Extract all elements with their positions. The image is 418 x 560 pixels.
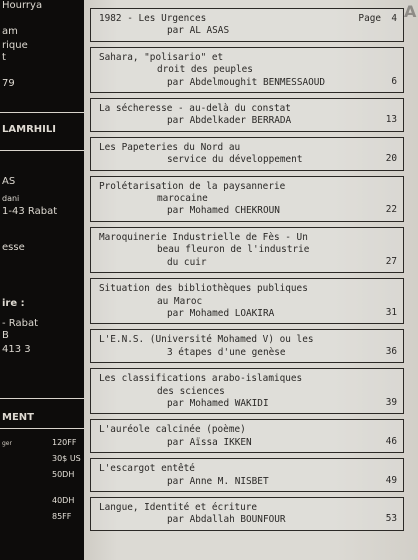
entry-subline: par Mohamed LOAKIRA <box>167 307 275 319</box>
price-value: 50DH <box>52 470 75 479</box>
masthead-line: am <box>2 26 18 37</box>
toc-entry <box>90 227 404 273</box>
divider <box>0 398 84 399</box>
toc-entry <box>90 497 404 531</box>
entry-subline: par Anne M. NISBET <box>167 475 269 487</box>
toc-entry <box>90 8 404 42</box>
masthead-line: t <box>2 52 6 63</box>
page-number: 20 <box>385 153 397 165</box>
entry-title: Langue, Identité et écriture <box>99 501 258 513</box>
entry-title: Les classifications arabo-islamiques <box>99 373 303 385</box>
masthead-line: AS <box>2 176 16 187</box>
toc-entry <box>90 368 404 414</box>
masthead-line: Hourrya <box>2 0 43 11</box>
page-number: 22 <box>385 204 397 216</box>
price-value: 120FF <box>52 438 77 447</box>
page-number: 4 <box>391 13 397 24</box>
price-label: ger <box>2 440 12 447</box>
entry-title: Maroquinerie Industrielle de Fès - Un <box>99 231 308 243</box>
entry-subline: par Abdelkader BERRADA <box>167 115 292 127</box>
corner-letter: A <box>404 2 417 21</box>
entry-subline: par Aïssa IKKEN <box>167 436 252 448</box>
masthead-line: esse <box>2 242 25 253</box>
entry-subline: par Mohamed WAKIDI <box>167 397 269 409</box>
masthead-line: - Rabat <box>2 318 39 329</box>
masthead-line: MENT <box>2 412 34 423</box>
entry-subline: par Abdallah BOUNFOUR <box>167 514 286 526</box>
page-number: 49 <box>385 474 397 486</box>
toc-entry <box>90 137 404 171</box>
toc-entry <box>90 419 404 453</box>
divider <box>0 428 84 429</box>
entry-title: 1982 - Les Urgences <box>99 13 207 24</box>
entry-subline: par Mohamed CHEKROUN <box>167 205 280 217</box>
page-number: 27 <box>385 255 397 267</box>
entry-subline: droit des peuples <box>157 64 253 76</box>
masthead-line: 79 <box>2 78 15 89</box>
entry-subline: beau fleuron de l'industrie <box>157 244 310 256</box>
page-number: 13 <box>385 114 397 126</box>
page-number: 6 <box>391 75 397 87</box>
toc-entry <box>90 176 404 222</box>
masthead-line: LAMRHILI <box>2 124 56 135</box>
masthead-line: 1-43 Rabat <box>2 206 58 217</box>
price-value: 30$ US <box>52 454 81 463</box>
price-value: 40DH <box>52 496 75 505</box>
page-column-label: Page <box>358 13 381 24</box>
toc-entry <box>90 98 404 132</box>
entry-title: Sahara, "polisario" et <box>99 51 224 63</box>
page-number: 46 <box>385 435 397 447</box>
entry-title: Les Papeteries du Nord au <box>99 141 241 153</box>
entry-subline: du cuir <box>167 256 207 268</box>
entry-title: Prolétarisation de la paysannerie <box>99 180 286 192</box>
entry-subline: des sciences <box>157 385 225 397</box>
divider <box>0 112 84 113</box>
entry-subline: au Maroc <box>157 295 203 307</box>
entry-title: L'E.N.S. (Université Mohamed V) ou les <box>99 334 314 346</box>
toc-entry <box>90 47 404 93</box>
entry-title: Situation des bibliothèques publiques <box>99 283 308 295</box>
toc-entry <box>90 278 404 324</box>
divider <box>0 150 84 151</box>
entry-subline: marocaine <box>157 193 208 205</box>
contents-page <box>84 0 418 560</box>
masthead-line: 413 3 <box>2 344 31 355</box>
masthead-line: dani <box>2 194 20 203</box>
masthead-line: B <box>2 330 9 341</box>
toc-entry <box>90 458 404 492</box>
masthead-strip <box>0 0 84 560</box>
page-number: 36 <box>385 345 397 357</box>
masthead-line: rique <box>2 40 28 51</box>
toc-entry <box>90 329 404 363</box>
page-number: 31 <box>385 306 397 318</box>
entry-subline: par AL ASAS <box>167 25 230 37</box>
entry-subline: par Abdelmoughit BENMESSAOUD <box>167 76 326 88</box>
table-of-contents <box>90 8 404 536</box>
entry-title: L'auréole calcinée (poème) <box>99 424 246 436</box>
entry-title: L'escargot entêté <box>99 463 195 475</box>
entry-title: La sécheresse - au-delà du constat <box>99 103 291 115</box>
entry-subline: 3 étapes d'une genèse <box>167 346 286 358</box>
page-number: 39 <box>385 396 397 408</box>
masthead-line: ire : <box>2 298 25 309</box>
price-value: 85FF <box>52 512 72 521</box>
entry-subline: service du développement <box>167 154 303 166</box>
page-number: 53 <box>385 513 397 525</box>
